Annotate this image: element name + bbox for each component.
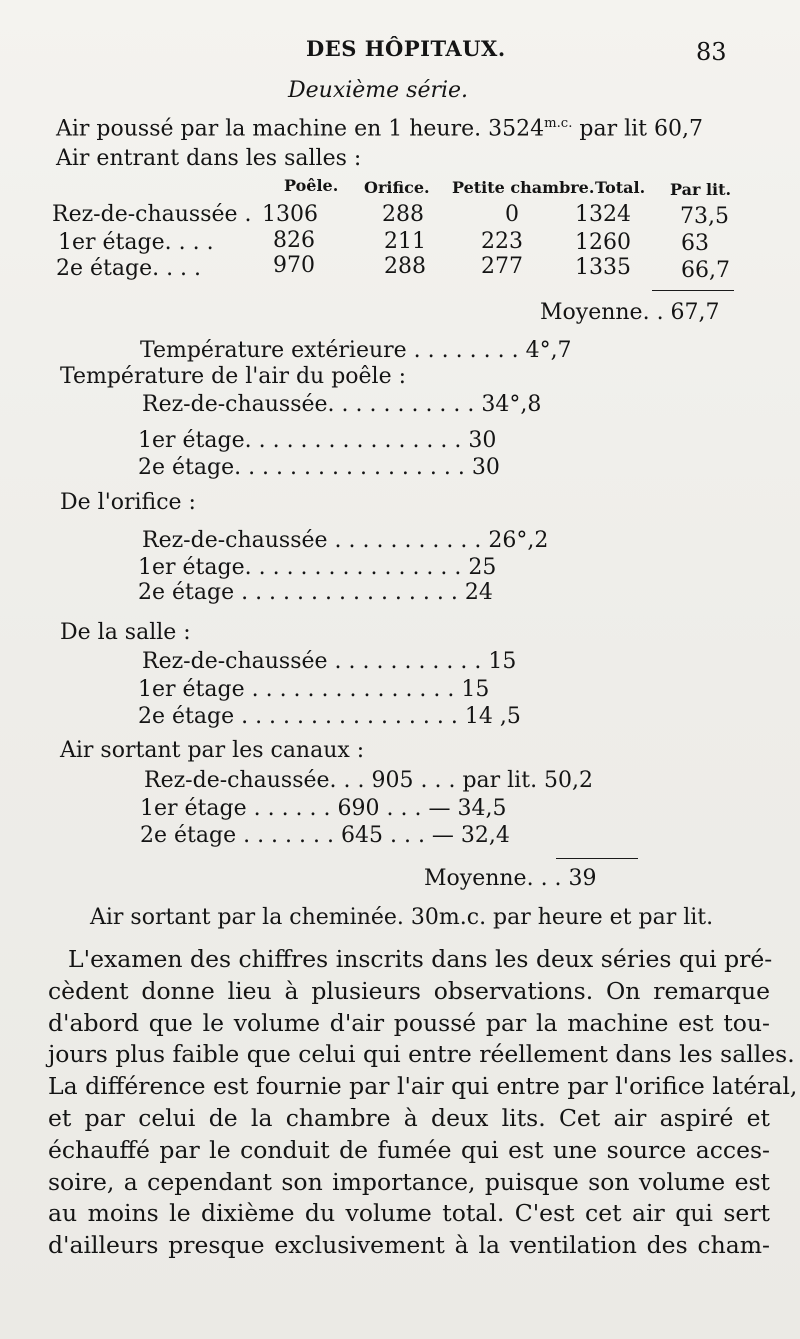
- col-header-orifice: Orifice.: [364, 178, 430, 197]
- air-entering-label: Air entrant dans les salles :: [56, 146, 362, 171]
- paragraph-line: d'abord que le volume d'air poussé par la machine est tou-: [48, 1008, 770, 1037]
- orifice-row: Rez-de-chaussée . . . . . . . . . . . 26°,2: [142, 528, 549, 553]
- series-title: Deuxième série.: [288, 78, 469, 103]
- row-floor-label: 2e étage. . . .: [56, 256, 202, 281]
- room-temperature-label: De la salle :: [60, 620, 191, 645]
- air-pushed-per-bed: par lit 60,7: [579, 116, 703, 142]
- paragraph-line: cèdent donne lieu à plusieurs observations. On remarque: [48, 976, 770, 1005]
- col-header-par-lit: Par lit.: [670, 180, 732, 199]
- air-pushed-unit: m.c.: [544, 116, 573, 131]
- cell-petite: 0: [505, 202, 519, 227]
- average-label: Moyenne. . 67,7: [540, 300, 720, 325]
- paragraph-line: La différence est fournie par l'air qui entre par l'orifice latéral,: [48, 1072, 798, 1101]
- cell-orifice: 288: [382, 202, 424, 227]
- paragraph-line: jours plus faible que celui qui entre réellement dans les salles.: [48, 1040, 795, 1069]
- cell-poele: 1306: [262, 202, 318, 227]
- cell-total: 1324: [575, 202, 631, 227]
- cell-orifice: 211: [384, 229, 426, 254]
- paragraph-line: au moins le dixième du volume total. C'est cet air qui sert: [48, 1199, 770, 1228]
- cell-par-lit: 66,7: [681, 258, 730, 283]
- cell-poele: 970: [273, 253, 315, 278]
- page-number: 83: [696, 38, 727, 66]
- col-header-poele: Poêle.: [284, 176, 339, 195]
- paragraph-line: et par celui de la chambre à deux lits. Cet air aspiré et: [48, 1103, 770, 1132]
- stove-row: Rez-de-chaussée. . . . . . . . . . . 34°,8: [142, 392, 542, 417]
- body-paragraph: [48, 944, 798, 1262]
- orifice-temperature-label: De l'orifice :: [60, 490, 196, 515]
- exterior-temperature: Température extérieure . . . . . . . . 4°,7: [140, 338, 572, 363]
- orifice-row: 1er étage. . . . . . . . . . . . . . . . 25: [138, 555, 497, 580]
- chimney-line: Air sortant par la cheminée. 30m.c. par heure et par lit.: [90, 905, 714, 930]
- room-row: Rez-de-chaussée . . . . . . . . . . . 15: [142, 649, 517, 674]
- paragraph-line: échauffé par le conduit de fumée qui est une source acces-: [48, 1135, 770, 1164]
- cell-poele: 826: [273, 228, 315, 253]
- running-header: DES HÔPITAUX.: [306, 36, 506, 61]
- paragraph-line: L'examen des chiffres inscrits dans les deux séries qui pré-: [68, 945, 773, 973]
- room-row: 1er étage . . . . . . . . . . . . . . . 15: [138, 677, 490, 702]
- room-row: 2e étage . . . . . . . . . . . . . . . . 14 ,5: [138, 704, 521, 729]
- exit-average-rule: [556, 858, 638, 859]
- exit-row: 2e étage . . . . . . . 645 . . . — 32,4: [140, 823, 510, 848]
- cell-orifice: 288: [384, 254, 426, 279]
- orifice-row: 2e étage . . . . . . . . . . . . . . . . 24: [138, 580, 493, 605]
- air-pushed-text: Air poussé par la machine en 1 heure. 3524: [56, 116, 545, 142]
- cell-par-lit: 63: [681, 231, 709, 256]
- cell-total: 1260: [575, 230, 631, 255]
- paragraph-line: d'ailleurs presque exclusivement à la ventilation des cham-: [48, 1231, 770, 1260]
- stove-temperature-label: Température de l'air du poêle :: [60, 364, 407, 389]
- row-floor-label: Rez-de-chaussée .: [52, 202, 252, 227]
- row-floor-label: 1er étage. . . .: [58, 230, 214, 255]
- exit-air-label: Air sortant par les canaux :: [60, 738, 365, 763]
- exit-row: Rez-de-chaussée. . . 905 . . . par lit. 50,2: [144, 768, 594, 793]
- cell-total: 1335: [575, 255, 631, 280]
- exit-row: 1er étage . . . . . . 690 . . . — 34,5: [140, 796, 507, 821]
- air-pushed-line: [56, 116, 703, 141]
- stove-row: 2e étage. . . . . . . . . . . . . . . . . 30: [138, 455, 500, 480]
- paragraph-line: soire, a cependant son importance, puisque son volume est: [48, 1167, 770, 1196]
- cell-par-lit: 73,5: [680, 204, 729, 229]
- col-header-petite-chambre: Petite chambre.: [452, 178, 595, 197]
- cell-petite: 277: [481, 254, 523, 279]
- exit-average: Moyenne. . . 39: [424, 866, 597, 891]
- stove-row: 1er étage. . . . . . . . . . . . . . . . 30: [138, 428, 497, 453]
- cell-petite: 223: [481, 229, 523, 254]
- col-header-total: Total.: [595, 178, 646, 197]
- average-rule: [652, 290, 734, 291]
